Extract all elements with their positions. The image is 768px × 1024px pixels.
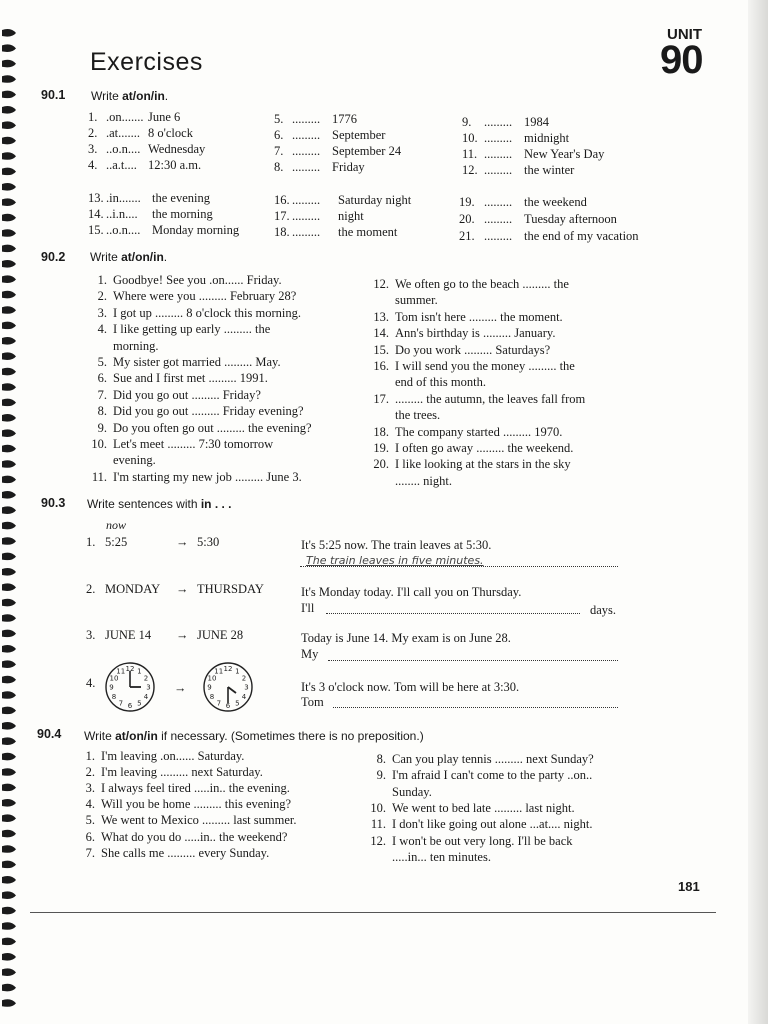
ex1-item-text: 8 o'clock: [148, 126, 193, 140]
ex1-item-number: 18.: [274, 225, 290, 239]
clock-numeral: 9: [207, 683, 212, 692]
ex1-item-answer-blank[interactable]: .........: [292, 225, 321, 239]
exercise-instruction-90-1: Write at/on/in.: [91, 89, 169, 103]
ex2-item-text[interactable]: I got up ......... 8 o'clock this morning.: [113, 305, 302, 320]
ex2-item-number: 1.: [97, 273, 107, 287]
ex2-item-text[interactable]: Where were you ......... February 28?: [113, 289, 297, 304]
ex4-item-text[interactable]: We went to bed late ......... last night.: [392, 800, 575, 815]
ex2-item-text[interactable]: I will send you the money ......... the: [395, 359, 575, 373]
ex1-item-text: Friday: [332, 160, 365, 174]
ex1-item-number: 16.: [274, 193, 290, 207]
ex3-item-2-number: 2.: [86, 582, 96, 596]
ex1-item-text: Tuesday afternoon: [524, 212, 617, 226]
ex1-item-number: 12.: [462, 163, 478, 177]
clock-3-30-icon: [202, 661, 254, 713]
ex1-item-text: Wednesday: [148, 142, 206, 156]
ex2-item-number: 5.: [97, 355, 107, 369]
ex1-item-text: 1984: [524, 115, 549, 129]
ex3-item-1-sentence: It's 5:25 now. The train leaves at 5:30.: [301, 538, 492, 552]
ex2-item-text[interactable]: We often go to the beach ......... the: [395, 277, 569, 291]
ex3-item-3-sentence: Today is June 14. My exam is on June 28.: [301, 631, 511, 645]
clock-3-oclock-icon: [104, 661, 156, 713]
ex1-item-answer-blank[interactable]: .........: [484, 131, 513, 145]
ex1-item-number: 8.: [274, 160, 284, 174]
ex2-item-number: 10.: [91, 437, 107, 451]
page-title: Exercises: [90, 48, 203, 76]
ex2-item-number: 17.: [373, 391, 389, 406]
ex2-item-number: 2.: [97, 289, 107, 304]
clock-numeral: 7: [118, 699, 124, 708]
ex1-item-text: New Year's Day: [524, 147, 605, 161]
exercise-label-90-4: 90.4: [37, 727, 62, 741]
ex3-item-2-answer-line[interactable]: [326, 613, 580, 614]
ex2-item-text[interactable]: I like looking at the stars in the sky: [395, 457, 571, 472]
ex4-item-text[interactable]: What do you do .....in.. the weekend?: [101, 829, 288, 844]
ex2-item-text-cont: end of this month.: [395, 375, 486, 390]
ex4-item-number: 1.: [85, 749, 95, 763]
ex1-item-number: 17.: [274, 209, 290, 223]
ex1-item-text: the end of my vacation: [524, 229, 639, 243]
ex2-item-text[interactable]: Did you go out ......... Friday?: [113, 387, 261, 402]
ex2-item-text-cont: ........ night.: [395, 473, 452, 488]
ex4-item-text[interactable]: Will you be home ......... this evening?: [101, 797, 292, 812]
clock-numeral: 5: [235, 699, 240, 708]
ex1-item-number: 15.: [88, 223, 104, 237]
ex3-item-4-sentence: It's 3 o'clock now. Tom will be here at 3:30.: [301, 680, 520, 694]
ex1-item-number: 9.: [462, 115, 472, 129]
ex1-item-text: midnight: [524, 131, 570, 145]
exercise-instruction-90-2: Write at/on/in.: [90, 250, 168, 264]
ex2-item-number: 13.: [373, 309, 389, 324]
now-label: now: [106, 518, 127, 532]
ex2-item-text-cont: summer.: [395, 293, 438, 308]
ex2-item-number: 8.: [97, 404, 107, 419]
ex1-item-answer-blank[interactable]: ..i.n....: [106, 207, 138, 221]
ex2-item-number: 3.: [97, 305, 107, 320]
ex4-item-text[interactable]: We went to Mexico ......... last summer.: [101, 813, 297, 828]
ex3-item-2-suffix: days.: [590, 603, 617, 617]
ex3-item-2-from: MONDAY: [105, 582, 161, 596]
ex1-item-number: 7.: [274, 144, 284, 158]
ex3-item-4-prefix: Tom: [301, 695, 324, 709]
ex1-item-text: June 6: [148, 110, 181, 124]
ex2-item-text[interactable]: Goodbye! See you .on...... Friday.: [113, 273, 282, 287]
clock-numeral: 3: [244, 683, 249, 692]
ex1-item-text: the weekend: [524, 195, 587, 209]
ex4-item-number: 7.: [85, 845, 95, 860]
clock-numeral: 2: [241, 674, 247, 683]
ex2-item-text-cont: the trees.: [395, 408, 441, 423]
ex1-item-answer-blank[interactable]: .........: [484, 115, 513, 129]
arrow-icon: →: [174, 681, 187, 695]
clock-numeral: 2: [143, 674, 149, 683]
ex2-item-number: 12.: [373, 277, 389, 291]
ex1-item-text: September 24: [332, 144, 402, 158]
clock-numeral: 9: [109, 683, 114, 692]
ex2-item-text[interactable]: I'm starting my new job ......... June 3.: [113, 469, 302, 484]
ex3-item-3-to: JUNE 28: [197, 628, 244, 642]
ex1-item-answer-blank[interactable]: .........: [484, 229, 513, 243]
ex2-item-number: 14.: [373, 326, 389, 341]
clock-numeral: 10: [207, 674, 217, 683]
ex3-item-2-prefix: I'll: [301, 601, 315, 615]
arrow-icon: →: [176, 535, 189, 549]
ex1-item-number: 5.: [274, 112, 284, 126]
ex2-item-text-cont: morning.: [113, 338, 159, 353]
clock-numeral: 10: [109, 674, 119, 683]
ex1-item-answer-blank[interactable]: ..a.t....: [106, 158, 137, 172]
clock-numeral: 11: [116, 667, 126, 676]
clock-numeral: 6: [127, 702, 133, 710]
ex4-item-text[interactable]: I won't be out very long. I'll be back: [392, 833, 573, 848]
ex2-item-number: 6.: [97, 371, 107, 386]
ex1-item-answer-blank[interactable]: .........: [292, 193, 321, 207]
ex4-item-text[interactable]: She calls me ......... every Sunday.: [101, 845, 270, 860]
ex1-item-answer-blank[interactable]: .........: [292, 112, 321, 126]
clock-numeral: 7: [216, 699, 222, 708]
ex3-item-4-answer-line[interactable]: [333, 707, 618, 708]
ex4-item-text-cont: Sunday.: [392, 784, 432, 799]
ex2-item-text[interactable]: Do you work ......... Saturdays?: [395, 342, 551, 357]
page-number: 181: [678, 879, 700, 894]
ex1-item-answer-blank[interactable]: .in.......: [106, 191, 141, 205]
ex1-item-number: 20.: [459, 212, 475, 226]
ex1-item-answer-blank[interactable]: .........: [484, 212, 513, 226]
ex1-item-number: 19.: [459, 195, 475, 209]
ex4-item-number: 10.: [370, 800, 386, 815]
ex1-item-number: 2.: [88, 126, 98, 140]
ex1-item-answer-blank[interactable]: .........: [292, 209, 321, 223]
ex4-item-number: 6.: [85, 829, 95, 844]
ex3-item-3-from: JUNE 14: [105, 628, 152, 642]
ex3-item-2-to: THURSDAY: [197, 582, 264, 596]
ex4-item-number: 2.: [85, 765, 95, 780]
clock-numeral: 4: [143, 692, 149, 701]
ex3-item-1-to: 5:30: [197, 535, 220, 549]
ex4-item-text[interactable]: I don't like going out alone ...at.... night.: [392, 817, 593, 832]
ex4-item-text[interactable]: I'm afraid I can't come to the party ..on..: [392, 768, 593, 783]
exercise-label-90-1: 90.1: [41, 88, 66, 102]
ex1-item-text: Saturday night: [338, 193, 412, 207]
ex3-item-1-answer[interactable]: The train leaves in five minutes.: [306, 554, 484, 567]
ex2-item-text-cont: evening.: [113, 453, 156, 468]
ex4-item-number: 12.: [370, 833, 386, 848]
clock-numeral: 4: [241, 692, 247, 701]
ex2-item-text[interactable]: I like getting up early ......... the: [113, 322, 271, 337]
ex2-item-text[interactable]: Do you often go out ......... the evening?: [113, 420, 312, 435]
ex2-item-number: 7.: [97, 387, 107, 402]
ex1-item-number: 10.: [462, 131, 478, 145]
ex3-item-1-number: 1.: [86, 535, 96, 549]
ex1-item-answer-blank[interactable]: .........: [484, 195, 513, 209]
exercise-label-90-3: 90.3: [41, 496, 66, 510]
ex2-item-text[interactable]: ......... the autumn, the leaves fall from: [395, 391, 586, 406]
ex1-item-number: 14.: [88, 207, 104, 221]
ex1-item-text: 1776: [332, 112, 357, 126]
ex1-item-answer-blank[interactable]: .on.......: [106, 110, 144, 124]
arrow-icon: →: [176, 628, 189, 642]
unit-number: 90: [660, 38, 703, 82]
ex3-item-3-number: 3.: [86, 628, 96, 642]
ex1-item-text: the winter: [524, 163, 575, 177]
ex3-item-4-number: 4.: [86, 676, 96, 690]
ex3-item-3-answer-line[interactable]: [328, 660, 618, 661]
ex3-item-3-prefix: My: [301, 647, 319, 661]
ex1-item-text: the evening: [152, 191, 210, 205]
ex4-item-number: 9.: [376, 768, 386, 783]
ex1-item-answer-blank[interactable]: .........: [292, 128, 321, 142]
ex3-item-1-from: 5:25: [105, 535, 128, 549]
ex1-item-answer-blank[interactable]: .........: [292, 144, 321, 158]
ex4-item-number: 11.: [370, 817, 386, 832]
clock-numeral: 12: [125, 665, 135, 673]
ex4-item-number: 4.: [85, 797, 95, 812]
ex2-item-text[interactable]: Let's meet ......... 7:30 tomorrow: [113, 437, 274, 451]
ex4-item-text[interactable]: I'm leaving ......... next Saturday.: [101, 765, 263, 780]
ex2-item-text[interactable]: I often go away ......... the weekend.: [395, 441, 574, 455]
ex2-item-text[interactable]: Ann's birthday is ......... January.: [395, 326, 556, 341]
clock-numeral: 8: [209, 692, 215, 701]
ex1-item-answer-blank[interactable]: ..o.n....: [106, 223, 141, 237]
clock-numeral: 1: [137, 667, 142, 676]
spiral-binding: [0, 0, 22, 1024]
ex1-item-answer-blank[interactable]: .........: [292, 160, 321, 174]
ex1-item-number: 21.: [459, 229, 475, 243]
ex1-item-number: 4.: [88, 158, 98, 172]
ex2-item-number: 20.: [373, 457, 389, 472]
ex1-item-answer-blank[interactable]: .........: [484, 163, 513, 177]
ex1-item-text: the moment: [338, 225, 398, 239]
exercise-instruction-90-4: Write at/on/in if necessary. (Sometimes there is no preposition.): [84, 729, 424, 743]
ex2-item-text[interactable]: My sister got married ......... May.: [113, 355, 281, 369]
clock-numeral: 6: [225, 702, 231, 710]
ex2-item-number: 11.: [91, 469, 107, 484]
ex2-item-text[interactable]: Sue and I first met ......... 1991.: [113, 371, 268, 386]
ex2-item-number: 18.: [373, 424, 389, 439]
ex2-item-text[interactable]: The company started ......... 1970.: [395, 424, 563, 439]
unit-label: UNIT: [667, 26, 702, 43]
ex4-item-text-cont: .....in... ten minutes.: [392, 849, 491, 864]
clock-numeral: 8: [111, 692, 117, 701]
ex1-item-text: night: [338, 209, 364, 223]
ex1-item-text: Monday morning: [152, 223, 240, 237]
ex1-item-answer-blank[interactable]: .at.......: [106, 126, 141, 140]
page-edge: [748, 0, 768, 1024]
ex2-item-number: 4.: [97, 322, 107, 337]
ex1-item-number: 1.: [88, 110, 98, 124]
clock-numeral: 5: [137, 699, 142, 708]
ex4-item-number: 8.: [376, 752, 386, 766]
ex2-item-number: 16.: [373, 359, 389, 373]
ex1-item-text: September: [332, 128, 386, 142]
ex2-item-number: 9.: [97, 420, 107, 435]
ex1-item-number: 11.: [462, 147, 478, 161]
ex1-item-number: 3.: [88, 142, 98, 156]
ex1-item-text: 12:30 a.m.: [148, 158, 202, 172]
ex3-item-2-sentence: It's Monday today. I'll call you on Thursday.: [301, 585, 522, 599]
ex4-item-text[interactable]: Can you play tennis ......... next Sunday?: [392, 752, 594, 766]
ex1-item-text: the morning: [152, 207, 213, 221]
clock-numeral: 1: [235, 667, 240, 676]
ex1-item-number: 13.: [88, 191, 104, 205]
ex3-item-1-answer-line[interactable]: [300, 566, 618, 567]
clock-numeral: 11: [214, 667, 224, 676]
ex2-item-text[interactable]: Did you go out ......... Friday evening?: [113, 404, 304, 419]
arrow-icon: →: [176, 582, 189, 596]
ex4-item-number: 5.: [85, 813, 95, 828]
ex4-item-text[interactable]: I always feel tired .....in.. the evening.: [101, 781, 290, 796]
ex1-item-answer-blank[interactable]: .........: [484, 147, 513, 161]
ex1-item-answer-blank[interactable]: ..o.n....: [106, 142, 141, 156]
ex2-item-number: 19.: [373, 441, 389, 455]
clock-numeral: 12: [223, 665, 233, 673]
exercise-label-90-2: 90.2: [41, 250, 66, 264]
ex4-item-number: 3.: [85, 781, 95, 796]
ex2-item-number: 15.: [373, 342, 389, 357]
ex1-item-number: 6.: [274, 128, 284, 142]
ex4-item-text[interactable]: I'm leaving .on...... Saturday.: [101, 749, 245, 763]
ex2-item-text[interactable]: Tom isn't here ......... the moment.: [395, 309, 563, 324]
exercise-instruction-90-3: Write sentences with in . . .: [87, 497, 232, 511]
footer-rule: [30, 912, 716, 913]
clock-numeral: 3: [146, 683, 151, 692]
